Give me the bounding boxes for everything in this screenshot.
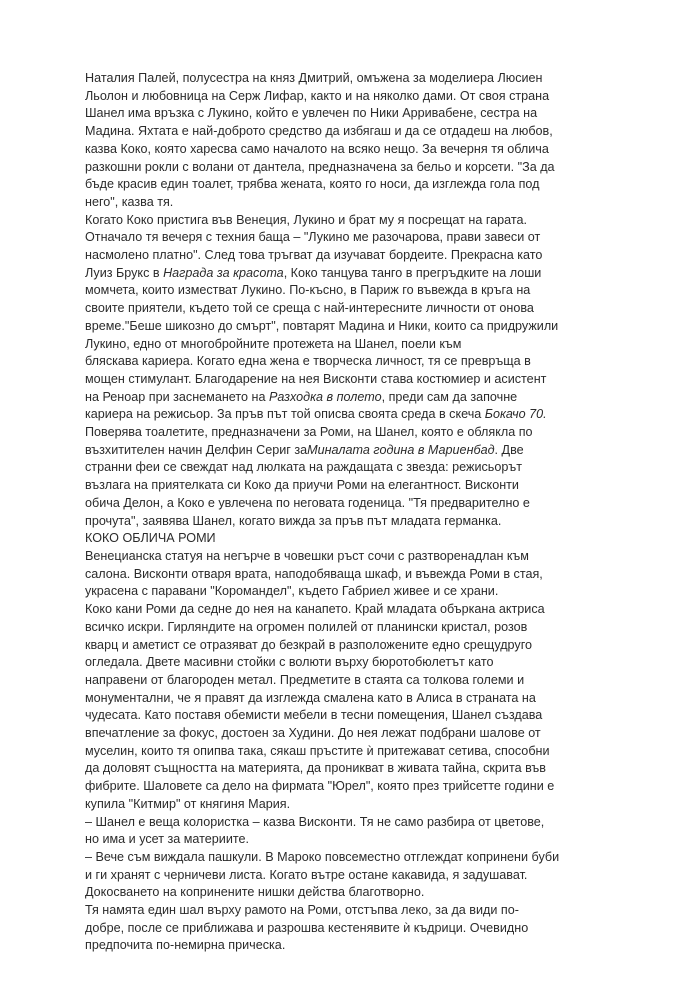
text-segment: украсена с паравани "Коромандел", където Габриел живее и се храни.: [85, 584, 499, 599]
text-line: [85, 247, 645, 265]
text-segment: предпочита по-немирна прическа.: [85, 938, 286, 953]
text-line: [85, 123, 645, 141]
text-line: [85, 902, 645, 920]
text-line: [85, 566, 645, 584]
text-segment: , преди сам да започне: [381, 389, 518, 404]
text-segment: възлага на приятелката си Коко да приучи Роми на елегантност. Висконти: [85, 478, 519, 493]
text-segment: Коко кани Роми да седне до нея на канапето. Край младата объркана актриса: [85, 602, 545, 617]
text-line: [85, 814, 645, 832]
text-line: [85, 88, 645, 106]
text-line: [85, 495, 645, 513]
text-segment: странни феи се свеждат над люлката на раждащата с звезда: режисьорът: [85, 460, 522, 475]
text-segment: добре, после се приближава и разрошва кестенявите ѝ къдрици. Очевидно: [85, 920, 529, 935]
text-line: [85, 884, 645, 902]
text-segment: кварц и аметист се отразяват до безкрай в разположените едно срещудруго: [85, 637, 533, 652]
text-line: [85, 778, 645, 796]
text-segment: Луиз Брукс в: [85, 265, 164, 280]
text-line: [85, 583, 645, 601]
text-line: [85, 212, 645, 230]
text-line: [85, 353, 645, 371]
text-segment: и ги хранят с черничеви листа. Когато вътре остане какавида, я задушават.: [85, 867, 528, 882]
text-line: [85, 442, 645, 460]
text-line: [85, 690, 645, 708]
text-segment: Когато Коко пристига във Венеция, Лукино и брат му я посрещат на гарата.: [85, 212, 528, 227]
text-segment: Венецианска статуя на негърче в човешки ръст сочи с разтворенадлан към: [85, 548, 529, 563]
text-line: [85, 849, 645, 867]
text-line: [85, 867, 645, 885]
text-segment: възхитителен начин Делфин Сериг за: [85, 442, 308, 457]
text-segment: мощен стимулант. Благодарение на нея Висконти става костюмиер и асистент: [85, 371, 547, 386]
text-line: [85, 601, 645, 619]
text-line: [85, 637, 645, 655]
text-segment: муселин, които тя опипва така, сякаш пръстите ѝ притежават сетива, способни: [85, 743, 550, 758]
text-segment: Мадина. Яхтата е най-доброто средство да избягаш и да се отдадеш на любов,: [85, 124, 553, 139]
text-segment: КОКО ОБЛИЧА РОМИ: [85, 531, 216, 546]
text-segment: Наталия Палей, полусестра на княз Дмитрий, омъжена за моделиера Люсиен: [85, 71, 543, 85]
text-segment: , Коко танцува танго в прегръдките на лоши: [283, 265, 542, 280]
text-line: [85, 937, 645, 955]
text-segment: момчета, които изместват Лукино. По-късно, в Париж го въвежда в кръга на: [85, 283, 531, 298]
text-line: [85, 796, 645, 814]
text-segment: прочута", заявява Шанел, когато вижда за пръв път младата германка.: [85, 513, 502, 528]
text-segment: него", казва тя.: [85, 194, 174, 209]
text-line: [85, 406, 645, 424]
text-segment: монументални, че я правят да изглежда смалена като в Алиса в страната на: [85, 690, 536, 705]
text-line: [85, 176, 645, 194]
italic-title: Бокачо 70.: [484, 407, 547, 422]
italic-title: Награда за красота: [163, 265, 284, 280]
text-segment: Поверява тоалетите, предназначени за Роми, на Шанел, която е облякла по: [85, 425, 533, 440]
text-line: [85, 707, 645, 725]
text-segment: – Шанел е веща колористка – казва Висконти. Тя не само разбира от цветове,: [85, 814, 545, 829]
text-segment: Льолон и любовница на Серж Лифар, както и на няколко дами. От своя страна: [85, 88, 550, 103]
text-segment: казва Коко, която харесва само началото на всяко нещо. За вечерня тя облича: [85, 141, 549, 156]
text-segment: . Две: [494, 442, 524, 457]
text-line: [85, 282, 645, 300]
text-segment: фибрите. Шаловете са дело на фирмата "Юрел", която през трийсетте години е: [85, 779, 555, 794]
body-text: [85, 70, 645, 955]
text-line: [85, 229, 645, 247]
text-line: [85, 743, 645, 761]
text-segment: направени от благороден метал. Предметите в стаята са толкова големи и: [85, 672, 525, 687]
text-line: [85, 424, 645, 442]
text-line: [85, 141, 645, 159]
text-segment: бъде красив един тоалет, трябва жената, която го носи, да изглежда гола под: [85, 177, 540, 192]
text-segment: огледала. Двете масивни стойки с волюти върху бюротобюлетът като: [85, 655, 494, 670]
text-segment: чудесата. Като поставя обемисти мебели в тесни помещения, Шанел създава: [85, 708, 543, 723]
text-line: [85, 105, 645, 123]
text-line: [85, 459, 645, 477]
text-line: [85, 318, 645, 336]
text-segment: разкошни рокли с волани от дантела, предназначена за бельо и корсети. "За да: [85, 159, 555, 174]
text-line: [85, 654, 645, 672]
text-segment: – Вече съм виждала пашкули. В Мароко повсеместно отглеждат копринени буби: [85, 849, 560, 864]
text-segment: насмолено платно". След това тръгват да изучават бордеите. Прекрасна като: [85, 248, 543, 263]
text-segment: Отначало тя вечеря с техния баща – "Лукино ме разочарова, прави завеси от: [85, 230, 541, 245]
italic-title: Миналата година в Мариенбад: [307, 442, 495, 457]
text-segment: бляскава кариера. Когато една жена е творческа личност, тя се превръща в: [85, 354, 531, 369]
text-line: [85, 920, 645, 938]
text-segment: но има и усет за материите.: [85, 832, 249, 847]
text-line: [85, 389, 645, 407]
text-line: [85, 300, 645, 318]
text-segment: Докосването на копринените нишки действа благотворно.: [85, 885, 425, 900]
text-line: [85, 725, 645, 743]
text-segment: Шанел има връзка с Лукино, който е увлечен по Ники Арривабене, сестра на: [85, 106, 538, 121]
text-line: [85, 194, 645, 212]
section-heading: [85, 530, 645, 548]
text-segment: обича Делон, а Коко е увлечена по неговата годеница. "Тя предварително е: [85, 495, 530, 510]
text-segment: кариера на режисьор. За пръв път той описва своята среда в скеча: [85, 407, 485, 422]
text-line: [85, 760, 645, 778]
text-line: [85, 619, 645, 637]
text-line: [85, 265, 645, 283]
text-line: [85, 371, 645, 389]
text-line: [85, 70, 645, 88]
text-line: [85, 159, 645, 177]
text-segment: впечатление за фокус, достоен за Худини. До нея лежат подбрани шалове от: [85, 726, 541, 741]
text-segment: своите приятели, където той се среща с най-интересните личности от онова: [85, 301, 534, 316]
text-line: [85, 336, 645, 354]
italic-title: Разходка в полето: [268, 389, 382, 404]
text-segment: да доловят същността на материята, да проникват в живата тайна, скрита във: [85, 761, 546, 776]
text-line: [85, 477, 645, 495]
text-segment: Тя намята един шал върху рамото на Роми, отстъпва леко, за да види по-: [85, 903, 519, 918]
text-segment: време."Беше шикозно до смърт", повтарят Мадина и Ники, които са придружили: [85, 318, 559, 333]
text-segment: на Реноар при заснемането на: [85, 389, 269, 404]
text-line: [85, 513, 645, 531]
text-line: [85, 672, 645, 690]
text-segment: всичко искри. Гирляндите на огромен полилей от планински кристал, розов: [85, 619, 528, 634]
text-line: [85, 831, 645, 849]
text-segment: салона. Висконти отваря врата, наподобяваща шкаф, и въвежда Роми в стая,: [85, 566, 543, 581]
text-segment: Лукино, едно от многобройните протежета на Шанел, поели към: [85, 336, 462, 351]
text-segment: купила "Китмир" от княгиня Мария.: [85, 796, 291, 811]
text-line: [85, 548, 645, 566]
